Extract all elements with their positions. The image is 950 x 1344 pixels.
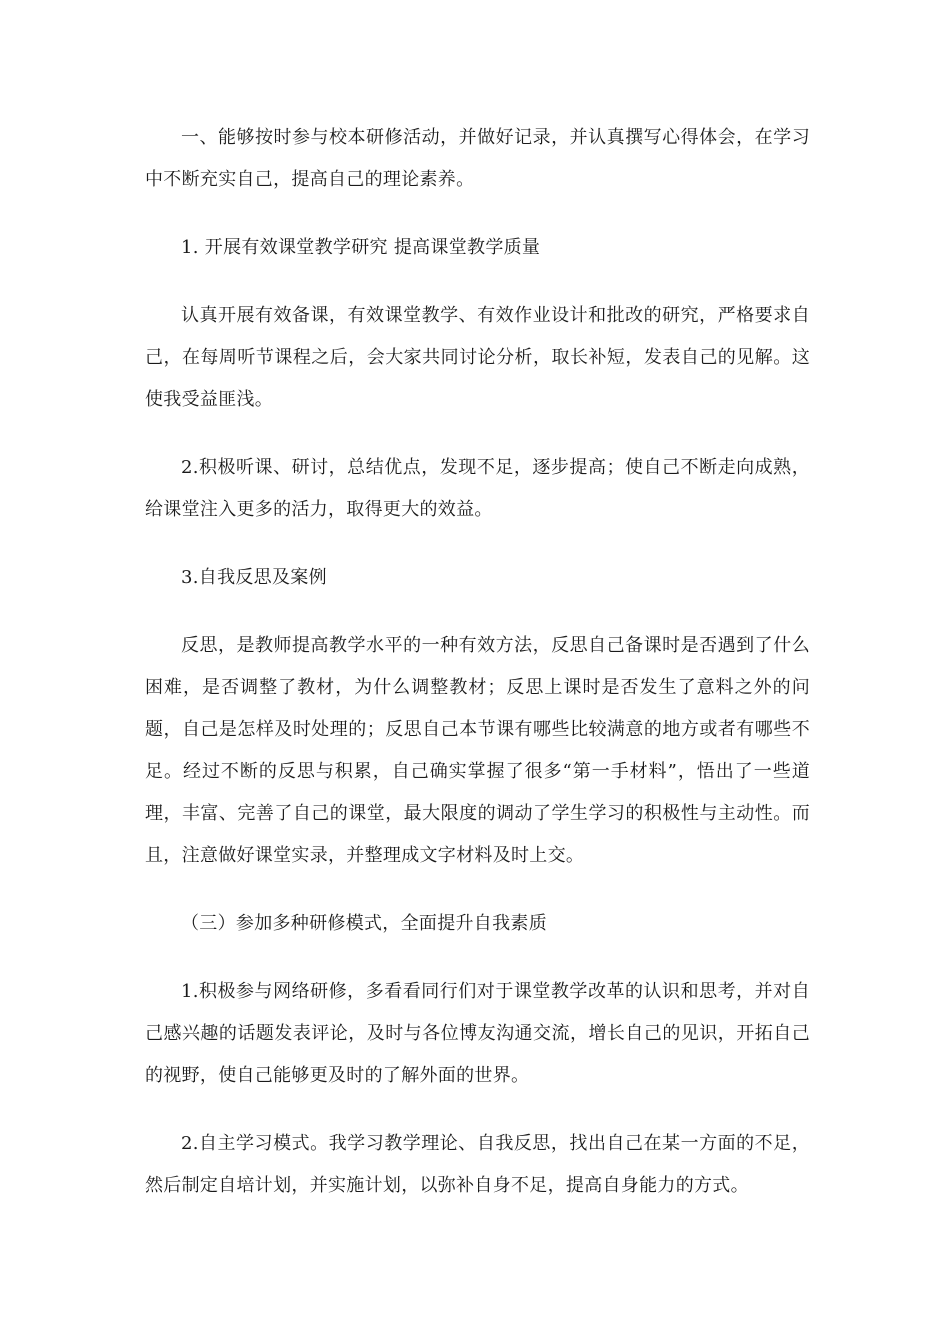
paragraph-self-study-mode: 2.自主学习模式。我学习教学理论、自我反思，找出自己在某一方面的不足，然后制定自培计划，并实施计划，以弥补自身不足，提高自身能力的方式。 (145, 1133, 810, 1196)
paragraph-online-research: 1.积极参与网络研修，多看看同行们对于课堂教学改革的认识和思考，并对自己感兴趣的话题发表评论，及时与各位博友沟通交流，增长自己的见识，开拓自己的视野，使自己能够更及时的了解外面的世界。 (145, 981, 810, 1086)
heading-self-reflection: 3.自我反思及案例 (181, 567, 327, 588)
paragraph-lesson-preparation: 认真开展有效备课，有效课堂教学、有效作业设计和批改的研究，严格要求自己，在每周听节课程之后，会大家共同讨论分析，取长补短，发表自己的见解。这使我受益匪浅。 (145, 305, 810, 410)
paragraph-reflection-details: 反思，是教师提高教学水平的一种有效方法，反思自己备课时是否遇到了什么困难，是否调整了教材，为什么调整教材；反思上课时是否发生了意料之外的问题，自己是怎样及时处理的；反思自己本节课有哪些比较满意的地方或者有哪些不足。经过不断的反思与积累，自己确实掌握了很多“第一手材料”，悟出了一些道理，丰富、完善了自己的课堂，最大限度的调动了学生学习的积极性与主动性。而且，注意做好课堂实录，并整理成文字材料及时上交。 (145, 635, 810, 866)
paragraph-study-records: 一、能够按时参与校本研修活动，并做好记录，并认真撰写心得体会，在学习中不断充实自己，提高自己的理论素养。 (145, 127, 810, 190)
paragraph-lesson-observation: 2.积极听课、研讨，总结优点，发现不足，逐步提高；使自己不断走向成熟，给课堂注入更多的活力，取得更大的效益。 (145, 457, 810, 520)
document-body (145, 117, 810, 1207)
heading-effective-teaching-research: 1. 开展有效课堂教学研究 提高课堂教学质量 (181, 237, 541, 258)
heading-research-modes: （三）参加多种研修模式，全面提升自我素质 (181, 913, 547, 934)
